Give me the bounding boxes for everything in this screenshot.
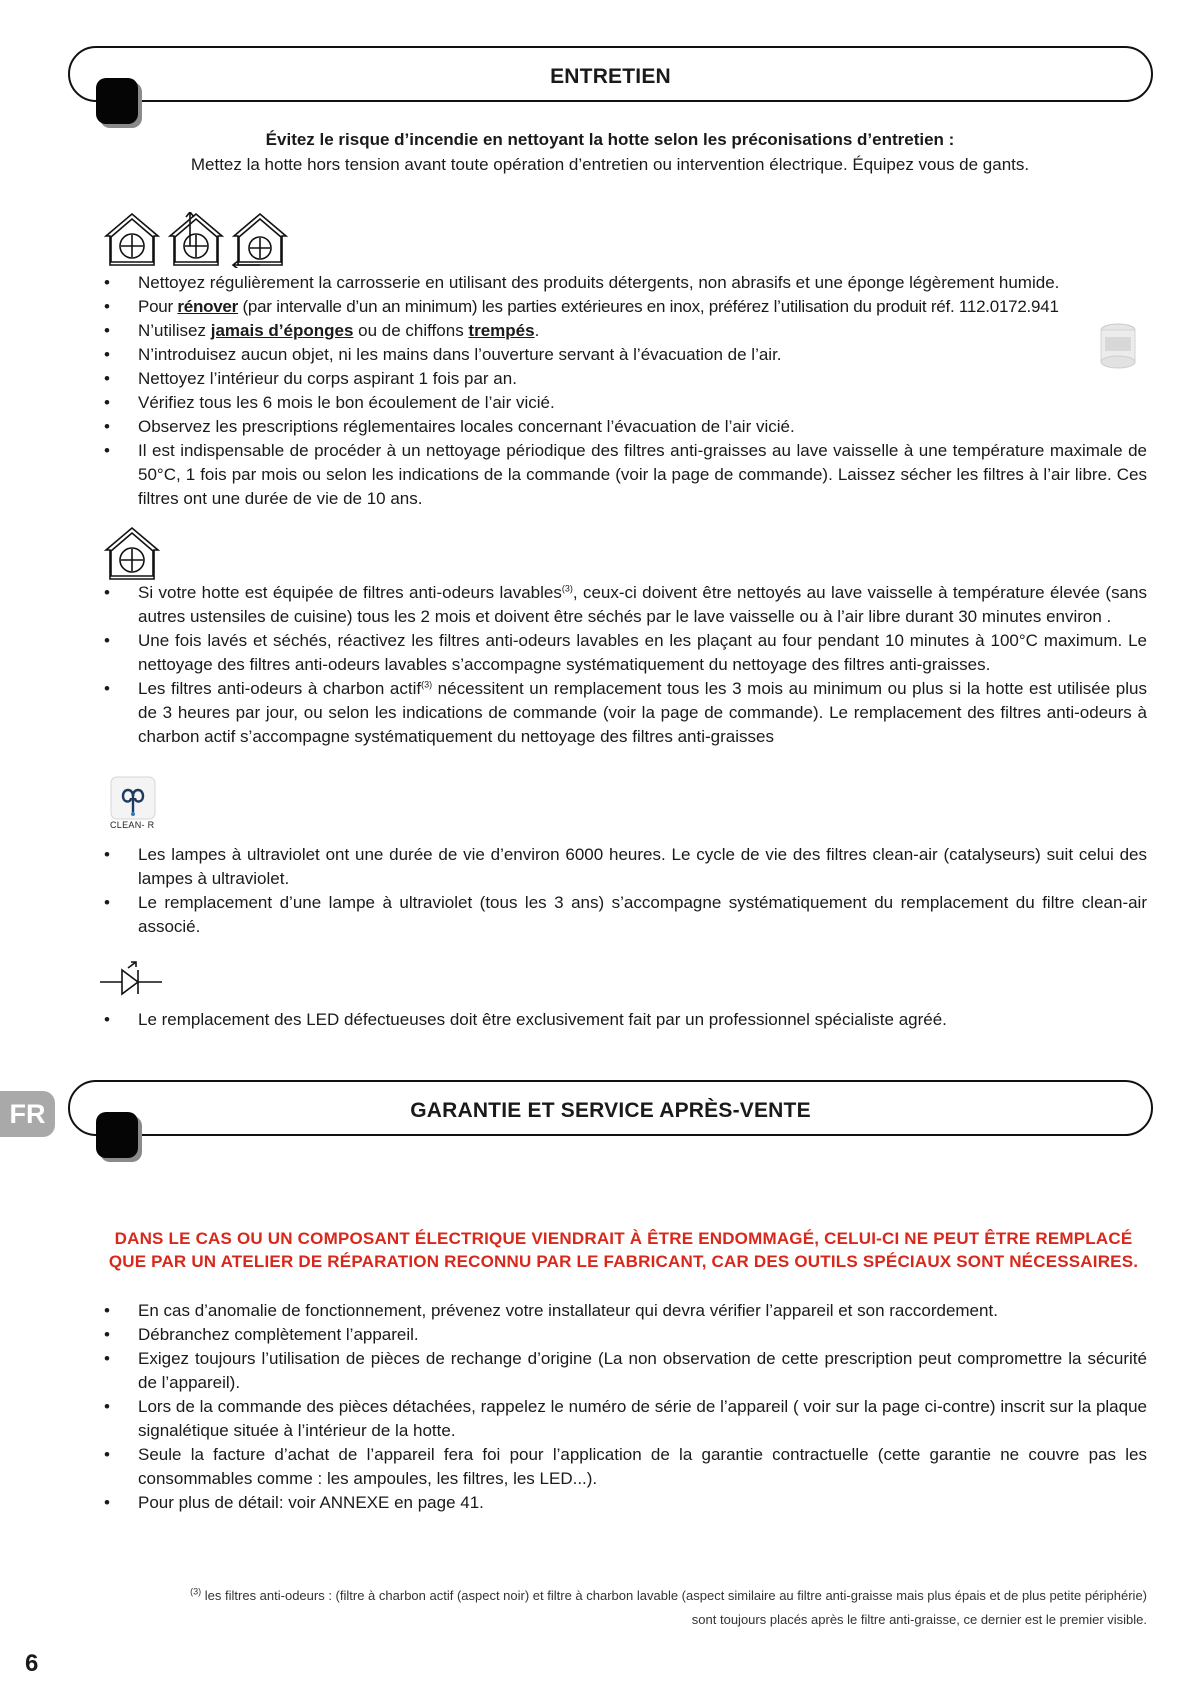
header-bullet <box>96 1112 138 1158</box>
hood-extraction-icon <box>170 212 222 265</box>
hood-external-motor-icon <box>233 214 286 268</box>
entretien-list-1 <box>102 271 1147 511</box>
list-item: • Le remplacement d’une lampe à ultraviolet (tous les 3 ans) s’accompagne systématiquement du remplacement du filtre clean-air associé. <box>102 891 1147 939</box>
list-item: • Le remplacement des LED défectueuses doit être exclusivement fait par un professionnel spécialiste agréé. <box>102 1008 1147 1032</box>
list-item: • En cas d’anomalie de fonctionnement, prévenez votre installateur qui devra vérifier l’appareil et son raccordement. <box>102 1299 1147 1323</box>
intro-warning: Évitez le risque d’incendie en nettoyant la hotte selon les préconisations d’entretien : <box>265 130 955 149</box>
list-item: • Seule la facture d’achat de l’appareil fera foi pour l’application de la garantie contractuelle (cette garantie ne couvre pas les consommables comme : les ampoules, les filtres, les LED...). <box>102 1443 1147 1491</box>
entretien-title: ENTRETIEN <box>550 65 671 88</box>
intro-text: Mettez la hotte hors tension avant toute opération d’entretien ou intervention électrique. Équipez vous de gants. <box>190 155 1030 174</box>
list-item: • Exigez toujours l’utilisation de pièces de rechange d’origine (La non observation de cette prescription peut compromettre la sécurité de l’appareil). <box>102 1347 1147 1395</box>
language-tab: FR <box>0 1091 55 1137</box>
list-item: • Pour rénover (par intervalle d’un an minimum) les parties extérieures en inox, préférez l’utilisation du produit réf. 112.0172.941 <box>102 295 1147 319</box>
garantie-list <box>102 1299 1147 1515</box>
page-number: 6 <box>25 1650 39 1677</box>
list-item: • Lors de la commande des pièces détachées, rappelez le numéro de série de l’appareil ( voir sur la page ci-contre) inscrit sur la plaque signalétique située à l’intérieur de la hotte. <box>102 1395 1147 1443</box>
hood-recirculation-icon <box>106 214 158 265</box>
list-item: • N’utilisez jamais d’éponges ou de chiffons trempés. <box>102 319 1147 343</box>
list-item: • Les lampes à ultraviolet ont une durée de vie d’environ 6000 heures. Le cycle de vie des filtres clean-air (catalyseurs) suit celui des lampes à ultraviolet. <box>102 843 1147 891</box>
list-item: • Nettoyez régulièrement la carrosserie en utilisant des produits détergents, non abrasifs et une éponge légèrement humide. <box>102 271 1147 295</box>
list-item: • Nettoyez l’intérieur du corps aspirant 1 fois par an. <box>102 367 1147 391</box>
entretien-intro <box>100 127 1120 177</box>
entretien-list-4 <box>102 1008 1147 1032</box>
list-item: • Il est indispensable de procéder à un nettoyage périodique des filtres anti-graisses au lave vaisselle à une température maximale de 50°C, 1 fois par mois ou selon les indications de la commande (voir la page de commande). Laissez sécher les filtres à l’air libre. Ces filtres ont une durée de vie de 10 ans. <box>102 439 1147 511</box>
garantie-title: GARANTIE ET SERVICE APRÈS-VENTE <box>410 1099 811 1122</box>
entretien-header <box>68 46 1153 102</box>
led-icon <box>100 960 166 1000</box>
footnote-line-1: $^{(3)}$ les filtres anti-odeurs : (filtre à charbon actif (aspect noir) et filtre à charbon lavable (aspect similaire au filtre anti-graisse mais plus épais et de plus petite périphérie) <box>190 1586 1147 1603</box>
footnote <box>87 1584 1147 1632</box>
clean-air-label: CLEAN- R <box>110 820 155 830</box>
list-item: • Une fois lavés et séchés, réactivez les filtres anti-odeurs lavables en les plaçant au four pendant 10 minutes à 100°C maximum. Le nettoyage des filtres anti-odeurs lavables s’accompagne systématiquement du nettoyage des filtres anti-graisses. <box>102 629 1147 677</box>
list-item: • Les filtres anti-odeurs à charbon actif$^{(3)}$ nécessitent un remplacement tous les 3 mois au minimum ou plus si la hotte est utilisée plus de 3 heures par jour, ou selon les indications de commande (voir la page de commande). Le remplacement des filtres anti-odeurs à charbon actif s’accompagne systématiquement du nettoyage des filtres anti-graisses <box>102 677 1147 749</box>
header-bullet <box>96 78 138 124</box>
cleaning-product-image <box>1099 323 1137 369</box>
entretien-list-2 <box>102 581 1147 749</box>
list-item: • N’introduisez aucun objet, ni les mains dans l’ouverture servant à l’évacuation de l’air. <box>102 343 1147 367</box>
hood-recirculation-icon <box>102 526 162 582</box>
list-item: • Observez les prescriptions réglementaires locales concernant l’évacuation de l’air vicié. <box>102 415 1147 439</box>
list-item: • Débranchez complètement l’appareil. <box>102 1323 1147 1347</box>
garantie-header <box>68 1080 1153 1136</box>
hood-mode-icons <box>102 212 302 268</box>
footnote-line-2: sont toujours placés après le filtre anti-graisse, ce dernier est le premier visible. <box>691 1612 1147 1627</box>
list-item: • Pour plus de détail: voir ANNEXE en page 41. <box>102 1491 1147 1515</box>
warning-line-1: DANS LE CAS OU UN COMPOSANT ÉLECTRIQUE VIENDRAIT À ÊTRE ENDOMMAGÉ, CELUI-CI NE PEUT ÊTRE REMPLACÉ <box>114 1229 1133 1248</box>
clean-air-icon <box>110 776 156 820</box>
list-item: • Si votre hotte est équipée de filtres anti-odeurs lavables$^{(3)}$, ceux-ci doivent être nettoyés au lave vaisselle à température élevée (sans autres ustensiles de cuisine) tous les 2 mois et doivent être séchés par le lave vaisselle ou à l’air libre durant 30 minutes environ . <box>102 581 1147 629</box>
list-item: • Vérifiez tous les 6 mois le bon écoulement de l’air vicié. <box>102 391 1147 415</box>
entretien-list-3 <box>102 843 1147 939</box>
repair-warning <box>100 1227 1147 1273</box>
warning-line-2: QUE PAR UN ATELIER DE RÉPARATION RECONNU PAR LE FABRICANT, CAR DES OUTILS SPÉCIAUX SONT NÉCESSAIRES. <box>108 1252 1139 1271</box>
